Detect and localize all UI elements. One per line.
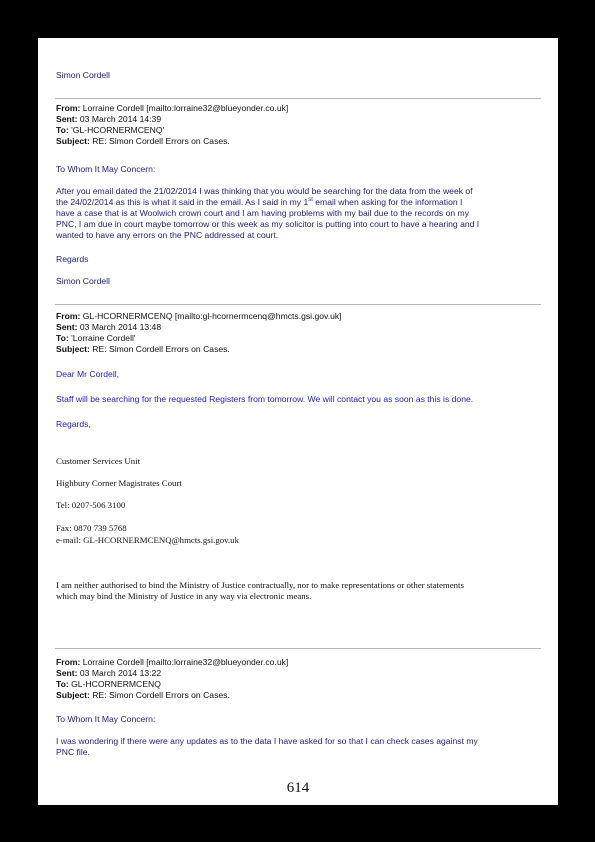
sent-label: Sent: [56, 322, 78, 332]
from-label: From: [56, 657, 81, 667]
email2-court: Highbury Corner Magistrates Court [56, 478, 182, 488]
from-label: From: [56, 311, 81, 321]
email1-body-line: wanted to have any errors on the PNC addressed at court. [56, 230, 279, 240]
email3-from: Lorraine Cordell [mailto:lorraine32@blueyonder.co.uk] [82, 657, 289, 667]
email3-to-row [56, 679, 288, 690]
email2-tel: Tel: 0207-506 3100 [56, 500, 126, 510]
email1-body-line: the 24/02/2014 as this is what it said in the email. As I said in my 1st email when asking for the information I [56, 197, 463, 207]
email1-subject-row [56, 136, 288, 147]
divider-2 [55, 304, 541, 305]
email1-to: 'GL-HCORNERMCENQ' [71, 125, 165, 135]
to-label: To: [56, 125, 69, 135]
email3-header [56, 657, 288, 701]
top-signature: Simon Cordell [56, 70, 110, 80]
email3-sent: 03 March 2014 13:22 [79, 668, 162, 678]
from-label: From: [56, 103, 81, 113]
email2-subject-row [56, 344, 342, 355]
email2-subject: RE: Simon Cordell Errors on Cases. [92, 344, 230, 354]
email3-subject-row [56, 690, 288, 701]
subject-label: Subject: [56, 690, 90, 700]
sent-label: Sent: [56, 668, 78, 678]
email1-signature: Simon Cordell [56, 276, 110, 286]
email1-closing: Regards [56, 254, 89, 264]
email1-sent: 03 March 2014 14:39 [79, 114, 162, 124]
email2-disclaimer [56, 580, 546, 602]
email2-closing: Regards, [56, 419, 91, 429]
email1-from: Lorraine Cordell [mailto:lorraine32@blueyonder.co.uk] [82, 103, 289, 113]
email2-header [56, 311, 342, 355]
email1-greeting: To Whom It May Concern: [56, 164, 156, 174]
email3-subject: RE: Simon Cordell Errors on Cases. [92, 690, 230, 700]
sent-label: Sent: [56, 114, 78, 124]
email1-to-row [56, 125, 288, 136]
email2-sent-row [56, 322, 342, 333]
email2-from-row [56, 311, 342, 322]
email1-from-row [56, 103, 288, 114]
email1-body [56, 186, 546, 241]
email2-body: Staff will be searching for the requested Registers from tomorrow. We will contact you as soon as this is done. [56, 394, 474, 404]
document-page [38, 38, 558, 805]
to-label: To: [56, 679, 69, 689]
email1-body-line: PNC, I am due in court maybe tomorrow or this week as my solicitor is putting into court to have a hearing and I [56, 219, 480, 229]
page-number: 614 [286, 780, 310, 796]
email2-sent: 03 March 2014 13:48 [79, 322, 162, 332]
email2-greeting: Dear Mr Cordell, [56, 369, 120, 379]
email3-to: GL-HCORNERMCENQ [71, 679, 161, 689]
subject-label: Subject: [56, 344, 90, 354]
divider-1 [55, 98, 541, 99]
superscript: st [308, 197, 313, 203]
disclaimer-line: which may bind the Ministry of Justice in any way via electronic means. [56, 591, 312, 601]
email2-fax: Fax: 0870 739 5768 [56, 523, 127, 533]
email2-email: e-mail: GL-HCORNERMCENQ@hmcts.gsi.gov.uk [56, 535, 239, 545]
email2-to: 'Lorraine Cordell' [71, 333, 136, 343]
email1-subject: RE: Simon Cordell Errors on Cases. [92, 136, 230, 146]
email3-greeting: To Whom It May Concern: [56, 714, 156, 724]
email2-from: GL-HCORNERMCENQ [mailto:gl-hcornermcenq@hmcts.gsi.gov.uk] [82, 311, 342, 321]
disclaimer-line: I am neither authorised to bind the Ministry of Justice contractually, nor to make representations or other statements [56, 580, 464, 590]
email3-body-line: I was wondering if there were any updates as to the data I have asked for so that I can check cases against my [56, 736, 478, 746]
email3-body [56, 736, 546, 758]
divider-3 [55, 648, 541, 649]
email1-sent-row [56, 114, 288, 125]
email1-header [56, 103, 288, 147]
email1-body-line: After you email dated the 21/02/2014 I was thinking that you would be searching for the data from the week of [56, 186, 473, 196]
email3-sent-row [56, 668, 288, 679]
subject-label: Subject: [56, 136, 90, 146]
email3-body-line: PNC file. [56, 747, 90, 757]
email1-body-line: have a case that is at Woolwich crown court and I am having problems with my bail due to the records on my [56, 208, 470, 218]
to-label: To: [56, 333, 69, 343]
email2-to-row [56, 333, 342, 344]
email2-unit: Customer Services Unit [56, 456, 141, 466]
email3-from-row [56, 657, 288, 668]
